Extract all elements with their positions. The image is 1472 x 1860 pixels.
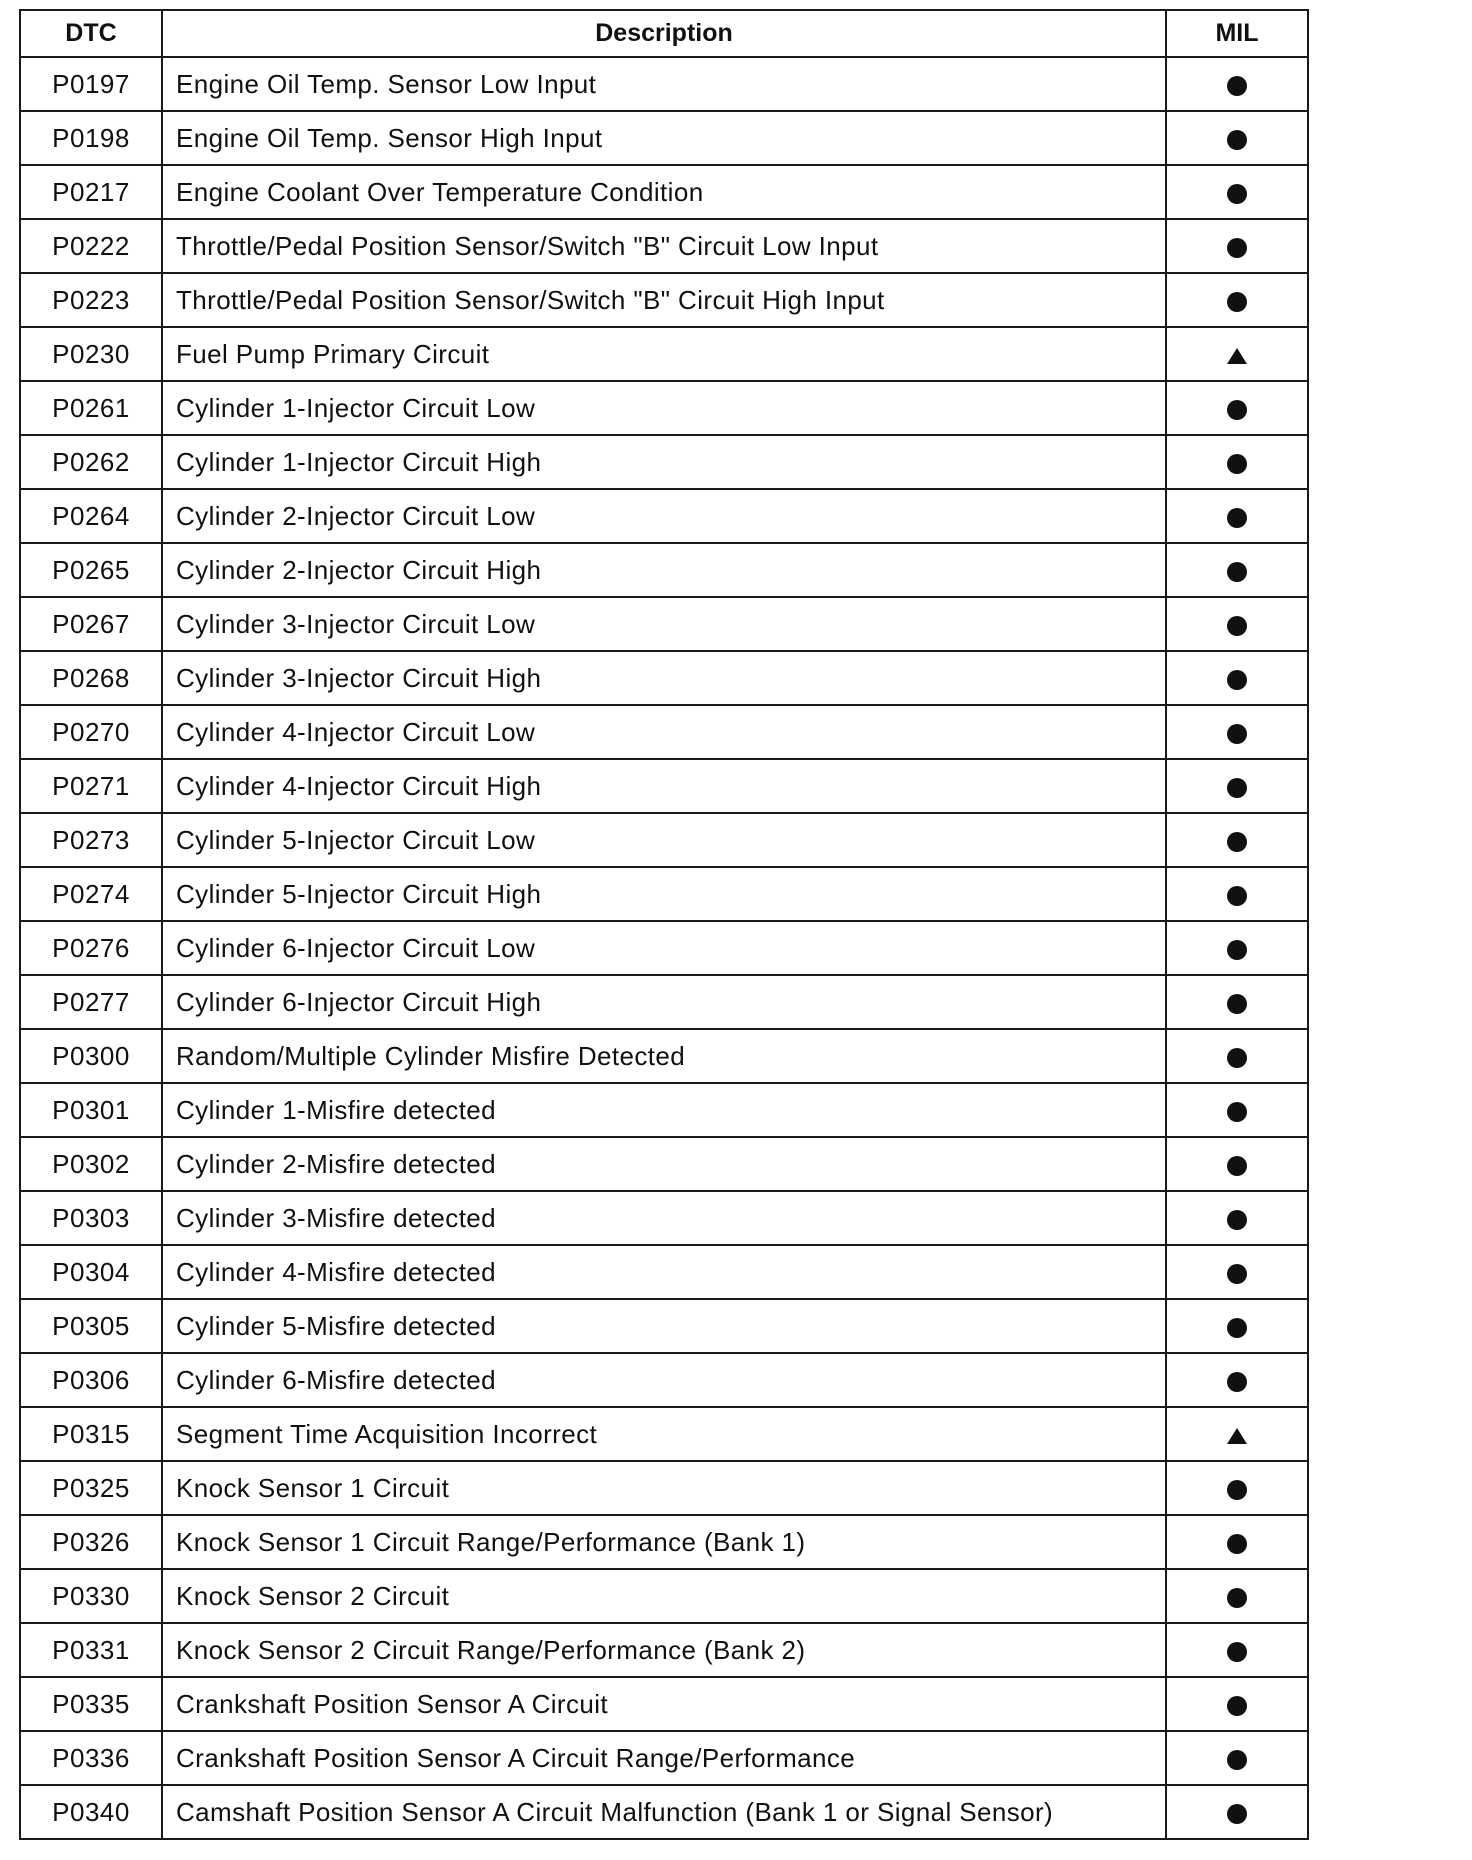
- table-row: [20, 1731, 1308, 1785]
- dtc-description: Cylinder 4-Injector Circuit High: [162, 759, 1166, 813]
- dtc-description: Knock Sensor 1 Circuit: [162, 1461, 1166, 1515]
- table-row: [20, 651, 1308, 705]
- dtc-code: P0301: [20, 1083, 162, 1137]
- table-row: [20, 1461, 1308, 1515]
- mil-circle-icon: [1226, 723, 1248, 745]
- mil-circle-icon: [1226, 1209, 1248, 1231]
- table-row: [20, 1083, 1308, 1137]
- mil-cell: [1166, 1569, 1308, 1623]
- mil-cell: [1166, 1299, 1308, 1353]
- table-row: [20, 1137, 1308, 1191]
- mil-cell: [1166, 597, 1308, 651]
- dtc-description: Cylinder 2-Injector Circuit High: [162, 543, 1166, 597]
- dtc-description: Cylinder 3-Injector Circuit Low: [162, 597, 1166, 651]
- dtc-description: Random/Multiple Cylinder Misfire Detected: [162, 1029, 1166, 1083]
- mil-circle-icon: [1226, 1587, 1248, 1609]
- header-description: Description: [162, 10, 1166, 57]
- table-row: [20, 1245, 1308, 1299]
- mil-circle-icon: [1226, 561, 1248, 583]
- dtc-code: P0267: [20, 597, 162, 651]
- dtc-description: Knock Sensor 2 Circuit: [162, 1569, 1166, 1623]
- dtc-code: P0303: [20, 1191, 162, 1245]
- dtc-code: P0330: [20, 1569, 162, 1623]
- mil-cell: [1166, 1137, 1308, 1191]
- mil-cell: [1166, 273, 1308, 327]
- dtc-code: P0274: [20, 867, 162, 921]
- mil-cell: [1166, 1353, 1308, 1407]
- mil-cell: [1166, 435, 1308, 489]
- mil-cell: [1166, 759, 1308, 813]
- dtc-code: P0270: [20, 705, 162, 759]
- mil-cell: [1166, 1245, 1308, 1299]
- mil-cell: [1166, 1623, 1308, 1677]
- dtc-code: P0306: [20, 1353, 162, 1407]
- dtc-description: Cylinder 6-Injector Circuit High: [162, 975, 1166, 1029]
- dtc-code: P0277: [20, 975, 162, 1029]
- mil-circle-icon: [1226, 507, 1248, 529]
- table-row: [20, 1029, 1308, 1083]
- dtc-description: Engine Coolant Over Temperature Condition: [162, 165, 1166, 219]
- dtc-description: Knock Sensor 1 Circuit Range/Performance (Bank 1): [162, 1515, 1166, 1569]
- mil-circle-icon: [1226, 453, 1248, 475]
- mil-cell: [1166, 975, 1308, 1029]
- table-row: [20, 1623, 1308, 1677]
- table-row: [20, 57, 1308, 111]
- mil-cell: [1166, 813, 1308, 867]
- dtc-code: P0305: [20, 1299, 162, 1353]
- table-row: [20, 1407, 1308, 1461]
- dtc-description: Cylinder 1-Injector Circuit High: [162, 435, 1166, 489]
- dtc-description: Cylinder 2-Misfire detected: [162, 1137, 1166, 1191]
- header-mil: MIL: [1166, 10, 1308, 57]
- mil-circle-icon: [1226, 129, 1248, 151]
- mil-circle-icon: [1226, 1371, 1248, 1393]
- mil-cell: [1166, 651, 1308, 705]
- dtc-code: P0335: [20, 1677, 162, 1731]
- table-row: [20, 1785, 1308, 1839]
- mil-triangle-icon: [1226, 347, 1248, 365]
- table-row: [20, 327, 1308, 381]
- table-row: [20, 759, 1308, 813]
- dtc-code: P0326: [20, 1515, 162, 1569]
- dtc-code: P0340: [20, 1785, 162, 1839]
- mil-circle-icon: [1226, 777, 1248, 799]
- table-row: [20, 975, 1308, 1029]
- table-row: [20, 1515, 1308, 1569]
- table-row: [20, 597, 1308, 651]
- mil-circle-icon: [1226, 399, 1248, 421]
- dtc-description: Cylinder 1-Misfire detected: [162, 1083, 1166, 1137]
- dtc-code: P0262: [20, 435, 162, 489]
- dtc-description: Cylinder 6-Misfire detected: [162, 1353, 1166, 1407]
- table-body: [20, 57, 1308, 1839]
- dtc-code: P0315: [20, 1407, 162, 1461]
- dtc-code: P0336: [20, 1731, 162, 1785]
- mil-cell: [1166, 489, 1308, 543]
- mil-cell: [1166, 921, 1308, 975]
- mil-cell: [1166, 1677, 1308, 1731]
- table-row: [20, 813, 1308, 867]
- dtc-code: P0271: [20, 759, 162, 813]
- table-row: [20, 1191, 1308, 1245]
- dtc-code: P0198: [20, 111, 162, 165]
- mil-circle-icon: [1226, 1533, 1248, 1555]
- table-row: [20, 219, 1308, 273]
- mil-circle-icon: [1226, 1803, 1248, 1825]
- header-row: [20, 10, 1308, 57]
- dtc-description: Engine Oil Temp. Sensor Low Input: [162, 57, 1166, 111]
- dtc-code: P0273: [20, 813, 162, 867]
- dtc-code: P0304: [20, 1245, 162, 1299]
- mil-triangle-icon: [1226, 1427, 1248, 1445]
- dtc-description: Engine Oil Temp. Sensor High Input: [162, 111, 1166, 165]
- mil-circle-icon: [1226, 1101, 1248, 1123]
- mil-cell: [1166, 1785, 1308, 1839]
- mil-cell: [1166, 1515, 1308, 1569]
- mil-circle-icon: [1226, 1263, 1248, 1285]
- dtc-description: Camshaft Position Sensor A Circuit Malfunction (Bank 1 or Signal Sensor): [162, 1785, 1166, 1839]
- dtc-description: Cylinder 1-Injector Circuit Low: [162, 381, 1166, 435]
- mil-cell: [1166, 381, 1308, 435]
- dtc-code: P0276: [20, 921, 162, 975]
- mil-circle-icon: [1226, 1317, 1248, 1339]
- table-row: [20, 111, 1308, 165]
- mil-cell: [1166, 165, 1308, 219]
- table-header: [20, 10, 1308, 57]
- mil-cell: [1166, 327, 1308, 381]
- dtc-code: P0268: [20, 651, 162, 705]
- table-row: [20, 1569, 1308, 1623]
- dtc-code: P0264: [20, 489, 162, 543]
- dtc-description: Crankshaft Position Sensor A Circuit: [162, 1677, 1166, 1731]
- header-dtc: DTC: [20, 10, 162, 57]
- mil-cell: [1166, 867, 1308, 921]
- dtc-description: Cylinder 2-Injector Circuit Low: [162, 489, 1166, 543]
- mil-cell: [1166, 1029, 1308, 1083]
- dtc-code: P0217: [20, 165, 162, 219]
- dtc-description: Cylinder 5-Misfire detected: [162, 1299, 1166, 1353]
- dtc-code: P0230: [20, 327, 162, 381]
- dtc-code: P0302: [20, 1137, 162, 1191]
- table-row: [20, 543, 1308, 597]
- mil-circle-icon: [1226, 939, 1248, 961]
- dtc-table: [19, 9, 1309, 1840]
- dtc-code: P0265: [20, 543, 162, 597]
- mil-circle-icon: [1226, 1749, 1248, 1771]
- dtc-description: Cylinder 3-Misfire detected: [162, 1191, 1166, 1245]
- mil-circle-icon: [1226, 669, 1248, 691]
- mil-cell: [1166, 111, 1308, 165]
- table-row: [20, 1353, 1308, 1407]
- dtc-code: P0197: [20, 57, 162, 111]
- mil-circle-icon: [1226, 291, 1248, 313]
- dtc-description: Cylinder 5-Injector Circuit High: [162, 867, 1166, 921]
- dtc-code: P0222: [20, 219, 162, 273]
- mil-cell: [1166, 1731, 1308, 1785]
- mil-cell: [1166, 1461, 1308, 1515]
- table-row: [20, 1677, 1308, 1731]
- mil-circle-icon: [1226, 615, 1248, 637]
- dtc-description: Segment Time Acquisition Incorrect: [162, 1407, 1166, 1461]
- mil-circle-icon: [1226, 885, 1248, 907]
- dtc-description: Knock Sensor 2 Circuit Range/Performance (Bank 2): [162, 1623, 1166, 1677]
- table-row: [20, 381, 1308, 435]
- dtc-description: Throttle/Pedal Position Sensor/Switch "B" Circuit High Input: [162, 273, 1166, 327]
- table-row: [20, 921, 1308, 975]
- mil-circle-icon: [1226, 1695, 1248, 1717]
- dtc-description: Cylinder 4-Misfire detected: [162, 1245, 1166, 1299]
- mil-cell: [1166, 219, 1308, 273]
- mil-cell: [1166, 1083, 1308, 1137]
- table-row: [20, 273, 1308, 327]
- mil-cell: [1166, 1191, 1308, 1245]
- mil-circle-icon: [1226, 237, 1248, 259]
- mil-circle-icon: [1226, 1641, 1248, 1663]
- dtc-description: Cylinder 5-Injector Circuit Low: [162, 813, 1166, 867]
- table-row: [20, 489, 1308, 543]
- mil-circle-icon: [1226, 75, 1248, 97]
- table-row: [20, 705, 1308, 759]
- dtc-code: P0261: [20, 381, 162, 435]
- dtc-description: Crankshaft Position Sensor A Circuit Range/Performance: [162, 1731, 1166, 1785]
- table-row: [20, 435, 1308, 489]
- table-row: [20, 867, 1308, 921]
- dtc-code: P0223: [20, 273, 162, 327]
- table-row: [20, 165, 1308, 219]
- mil-cell: [1166, 705, 1308, 759]
- mil-circle-icon: [1226, 993, 1248, 1015]
- dtc-code: P0300: [20, 1029, 162, 1083]
- mil-circle-icon: [1226, 831, 1248, 853]
- dtc-code: P0331: [20, 1623, 162, 1677]
- table-row: [20, 1299, 1308, 1353]
- dtc-description: Cylinder 6-Injector Circuit Low: [162, 921, 1166, 975]
- dtc-description: Cylinder 3-Injector Circuit High: [162, 651, 1166, 705]
- mil-cell: [1166, 57, 1308, 111]
- mil-circle-icon: [1226, 1155, 1248, 1177]
- mil-cell: [1166, 1407, 1308, 1461]
- mil-circle-icon: [1226, 1479, 1248, 1501]
- mil-circle-icon: [1226, 1047, 1248, 1069]
- dtc-description: Fuel Pump Primary Circuit: [162, 327, 1166, 381]
- dtc-description: Throttle/Pedal Position Sensor/Switch "B" Circuit Low Input: [162, 219, 1166, 273]
- mil-circle-icon: [1226, 183, 1248, 205]
- dtc-code: P0325: [20, 1461, 162, 1515]
- mil-cell: [1166, 543, 1308, 597]
- dtc-description: Cylinder 4-Injector Circuit Low: [162, 705, 1166, 759]
